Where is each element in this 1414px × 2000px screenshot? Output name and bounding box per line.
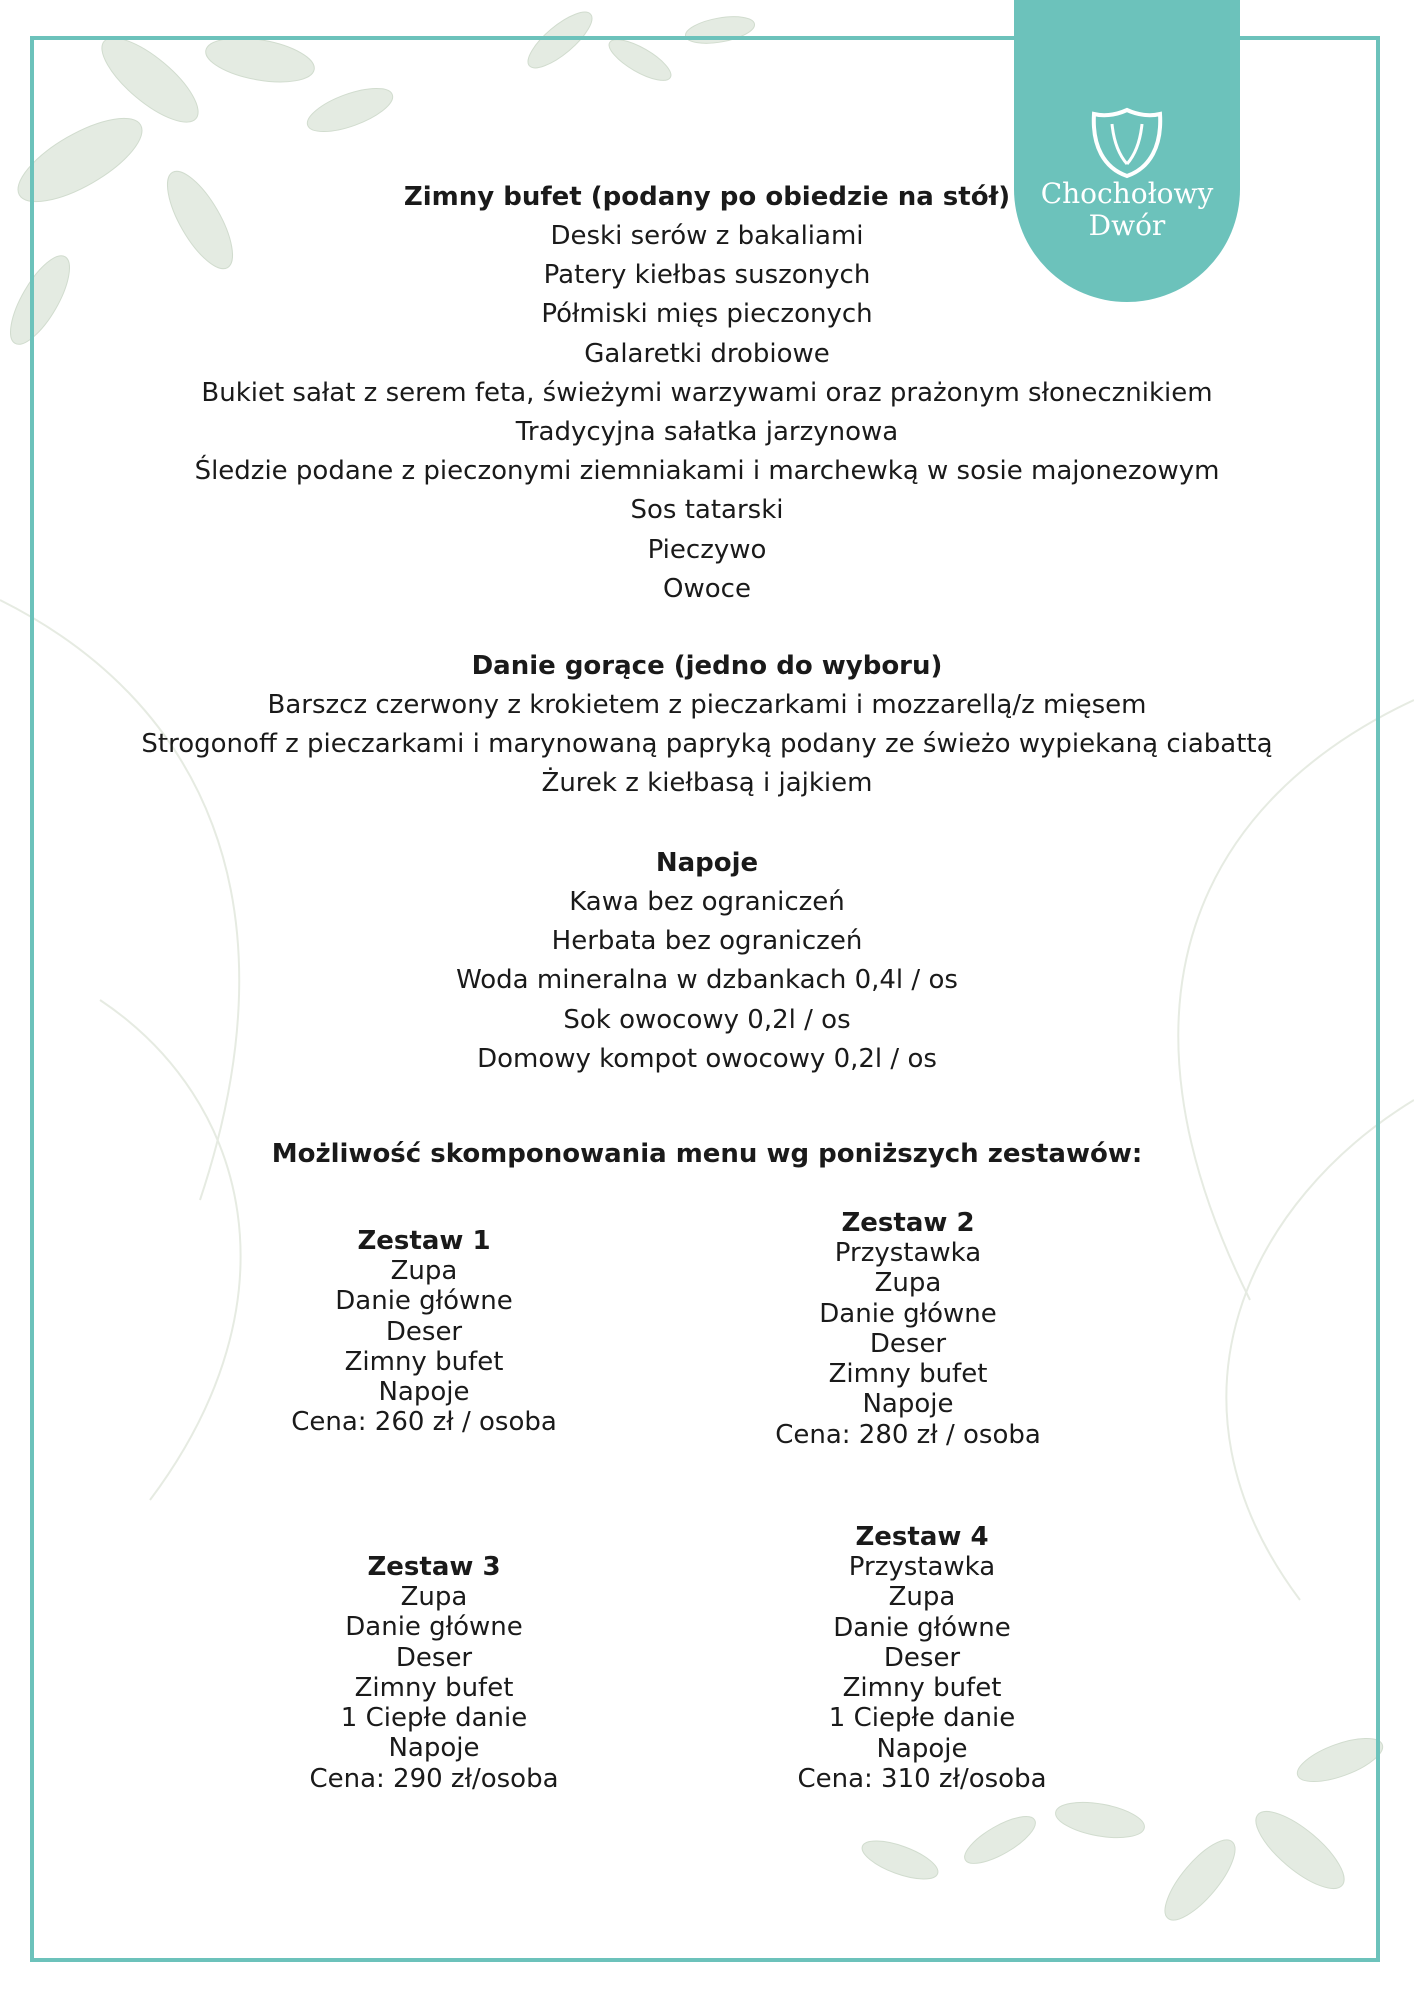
set-item: Danie główne bbox=[335, 1286, 513, 1317]
menu-item: Deski serów z bakaliami bbox=[550, 221, 864, 251]
menu-item: Herbata bez ograniczeń bbox=[551, 926, 863, 957]
set-item: Danie główne bbox=[345, 1612, 523, 1643]
menu-item: Żurek z kiełbasą i jajkiem bbox=[541, 768, 873, 799]
set-item: Zimny bufet bbox=[828, 1359, 988, 1390]
drinks-title: Napoje bbox=[655, 848, 759, 878]
set-item: Deser bbox=[395, 1642, 473, 1673]
menu-item: Owoce bbox=[663, 573, 751, 604]
logo-line-2: Dwór bbox=[1088, 209, 1166, 242]
set-item: Przystawka bbox=[848, 1552, 996, 1582]
set-title: Zestaw 3 bbox=[367, 1552, 501, 1582]
set-item: 1 Ciepłe danie bbox=[828, 1703, 1016, 1734]
set-item: Danie główne bbox=[833, 1612, 1011, 1643]
menu-item: Galaretki drobiowe bbox=[584, 338, 830, 369]
set-item: Zupa bbox=[888, 1582, 956, 1613]
set-item: Zupa bbox=[390, 1256, 458, 1286]
drinks-section bbox=[0, 843, 1414, 1079]
menu-item: Domowy kompot owocowy 0,2l / os bbox=[477, 1043, 937, 1074]
set-item: Zimny bufet bbox=[354, 1672, 514, 1703]
set-item: Napoje bbox=[876, 1733, 968, 1764]
menu-item: Tradycyjna sałatka jarzynowa bbox=[515, 417, 899, 448]
menu-item: Strogonoff z pieczarkami i marynowaną papryką podany ze świeżo wypiekaną ciabattą bbox=[141, 729, 1273, 760]
logo-line-1: Chochołowy bbox=[1040, 177, 1214, 210]
set-price: Cena: 260 zł / osoba bbox=[291, 1407, 557, 1438]
menu-item: Kawa bez ograniczeń bbox=[569, 887, 845, 917]
cold-buffet-section bbox=[0, 177, 1414, 609]
set-item: Danie główne bbox=[819, 1298, 997, 1329]
menu-item: Barszcz czerwony z krokietem z pieczarkami i mozzarellą/z mięsem bbox=[267, 690, 1147, 720]
set-title: Zestaw 1 bbox=[357, 1226, 491, 1256]
set-3 bbox=[244, 1552, 624, 1794]
set-item: Napoje bbox=[388, 1733, 480, 1764]
set-item: Zupa bbox=[400, 1582, 468, 1612]
menu-item: Pieczywo bbox=[647, 534, 767, 565]
menu-item: Sok owocowy 0,2l / os bbox=[563, 1004, 851, 1035]
hot-dish-title: Danie gorące (jedno do wyboru) bbox=[471, 651, 943, 681]
set-title: Zestaw 2 bbox=[841, 1208, 975, 1238]
set-item: Deser bbox=[869, 1328, 947, 1359]
combos-title: Możliwość skomponowania menu wg poniższych zestawów: bbox=[271, 1139, 1143, 1169]
menu-item: Patery kiełbas suszonych bbox=[543, 260, 871, 291]
shield-logo-icon bbox=[1090, 106, 1164, 180]
set-price: Cena: 280 zł / osoba bbox=[775, 1419, 1041, 1450]
set-item: Napoje bbox=[862, 1389, 954, 1420]
set-item: Zimny bufet bbox=[842, 1673, 1002, 1704]
set-item: Deser bbox=[883, 1642, 961, 1673]
set-item: Przystawka bbox=[834, 1238, 982, 1268]
menu-item: Półmiski mięs pieczonych bbox=[541, 299, 873, 330]
menu-item: Sos tatarski bbox=[630, 495, 784, 526]
set-item: 1 Ciepłe danie bbox=[340, 1703, 528, 1734]
set-1 bbox=[234, 1226, 614, 1438]
menu-item: Bukiet sałat z serem feta, świeżymi warzywami oraz prażonym słonecznikiem bbox=[201, 377, 1213, 408]
set-item: Napoje bbox=[378, 1377, 470, 1408]
cold-buffet-title: Zimny bufet (podany po obiedzie na stół) bbox=[403, 182, 1011, 212]
hot-dish-section bbox=[0, 646, 1414, 804]
set-price: Cena: 310 zł/osoba bbox=[797, 1764, 1047, 1795]
menu-item: Woda mineralna w dzbankach 0,4l / os bbox=[456, 965, 958, 996]
set-item: Zimny bufet bbox=[344, 1346, 504, 1377]
menu-item: Śledzie podane z pieczonymi ziemniakami i marchewką w sosie majonezowym bbox=[194, 456, 1220, 487]
set-item: Zupa bbox=[874, 1268, 942, 1299]
set-4 bbox=[732, 1522, 1112, 1794]
set-item: Deser bbox=[385, 1316, 463, 1347]
set-title: Zestaw 4 bbox=[855, 1522, 989, 1552]
set-price: Cena: 290 zł/osoba bbox=[309, 1763, 559, 1794]
set-2 bbox=[718, 1208, 1098, 1450]
